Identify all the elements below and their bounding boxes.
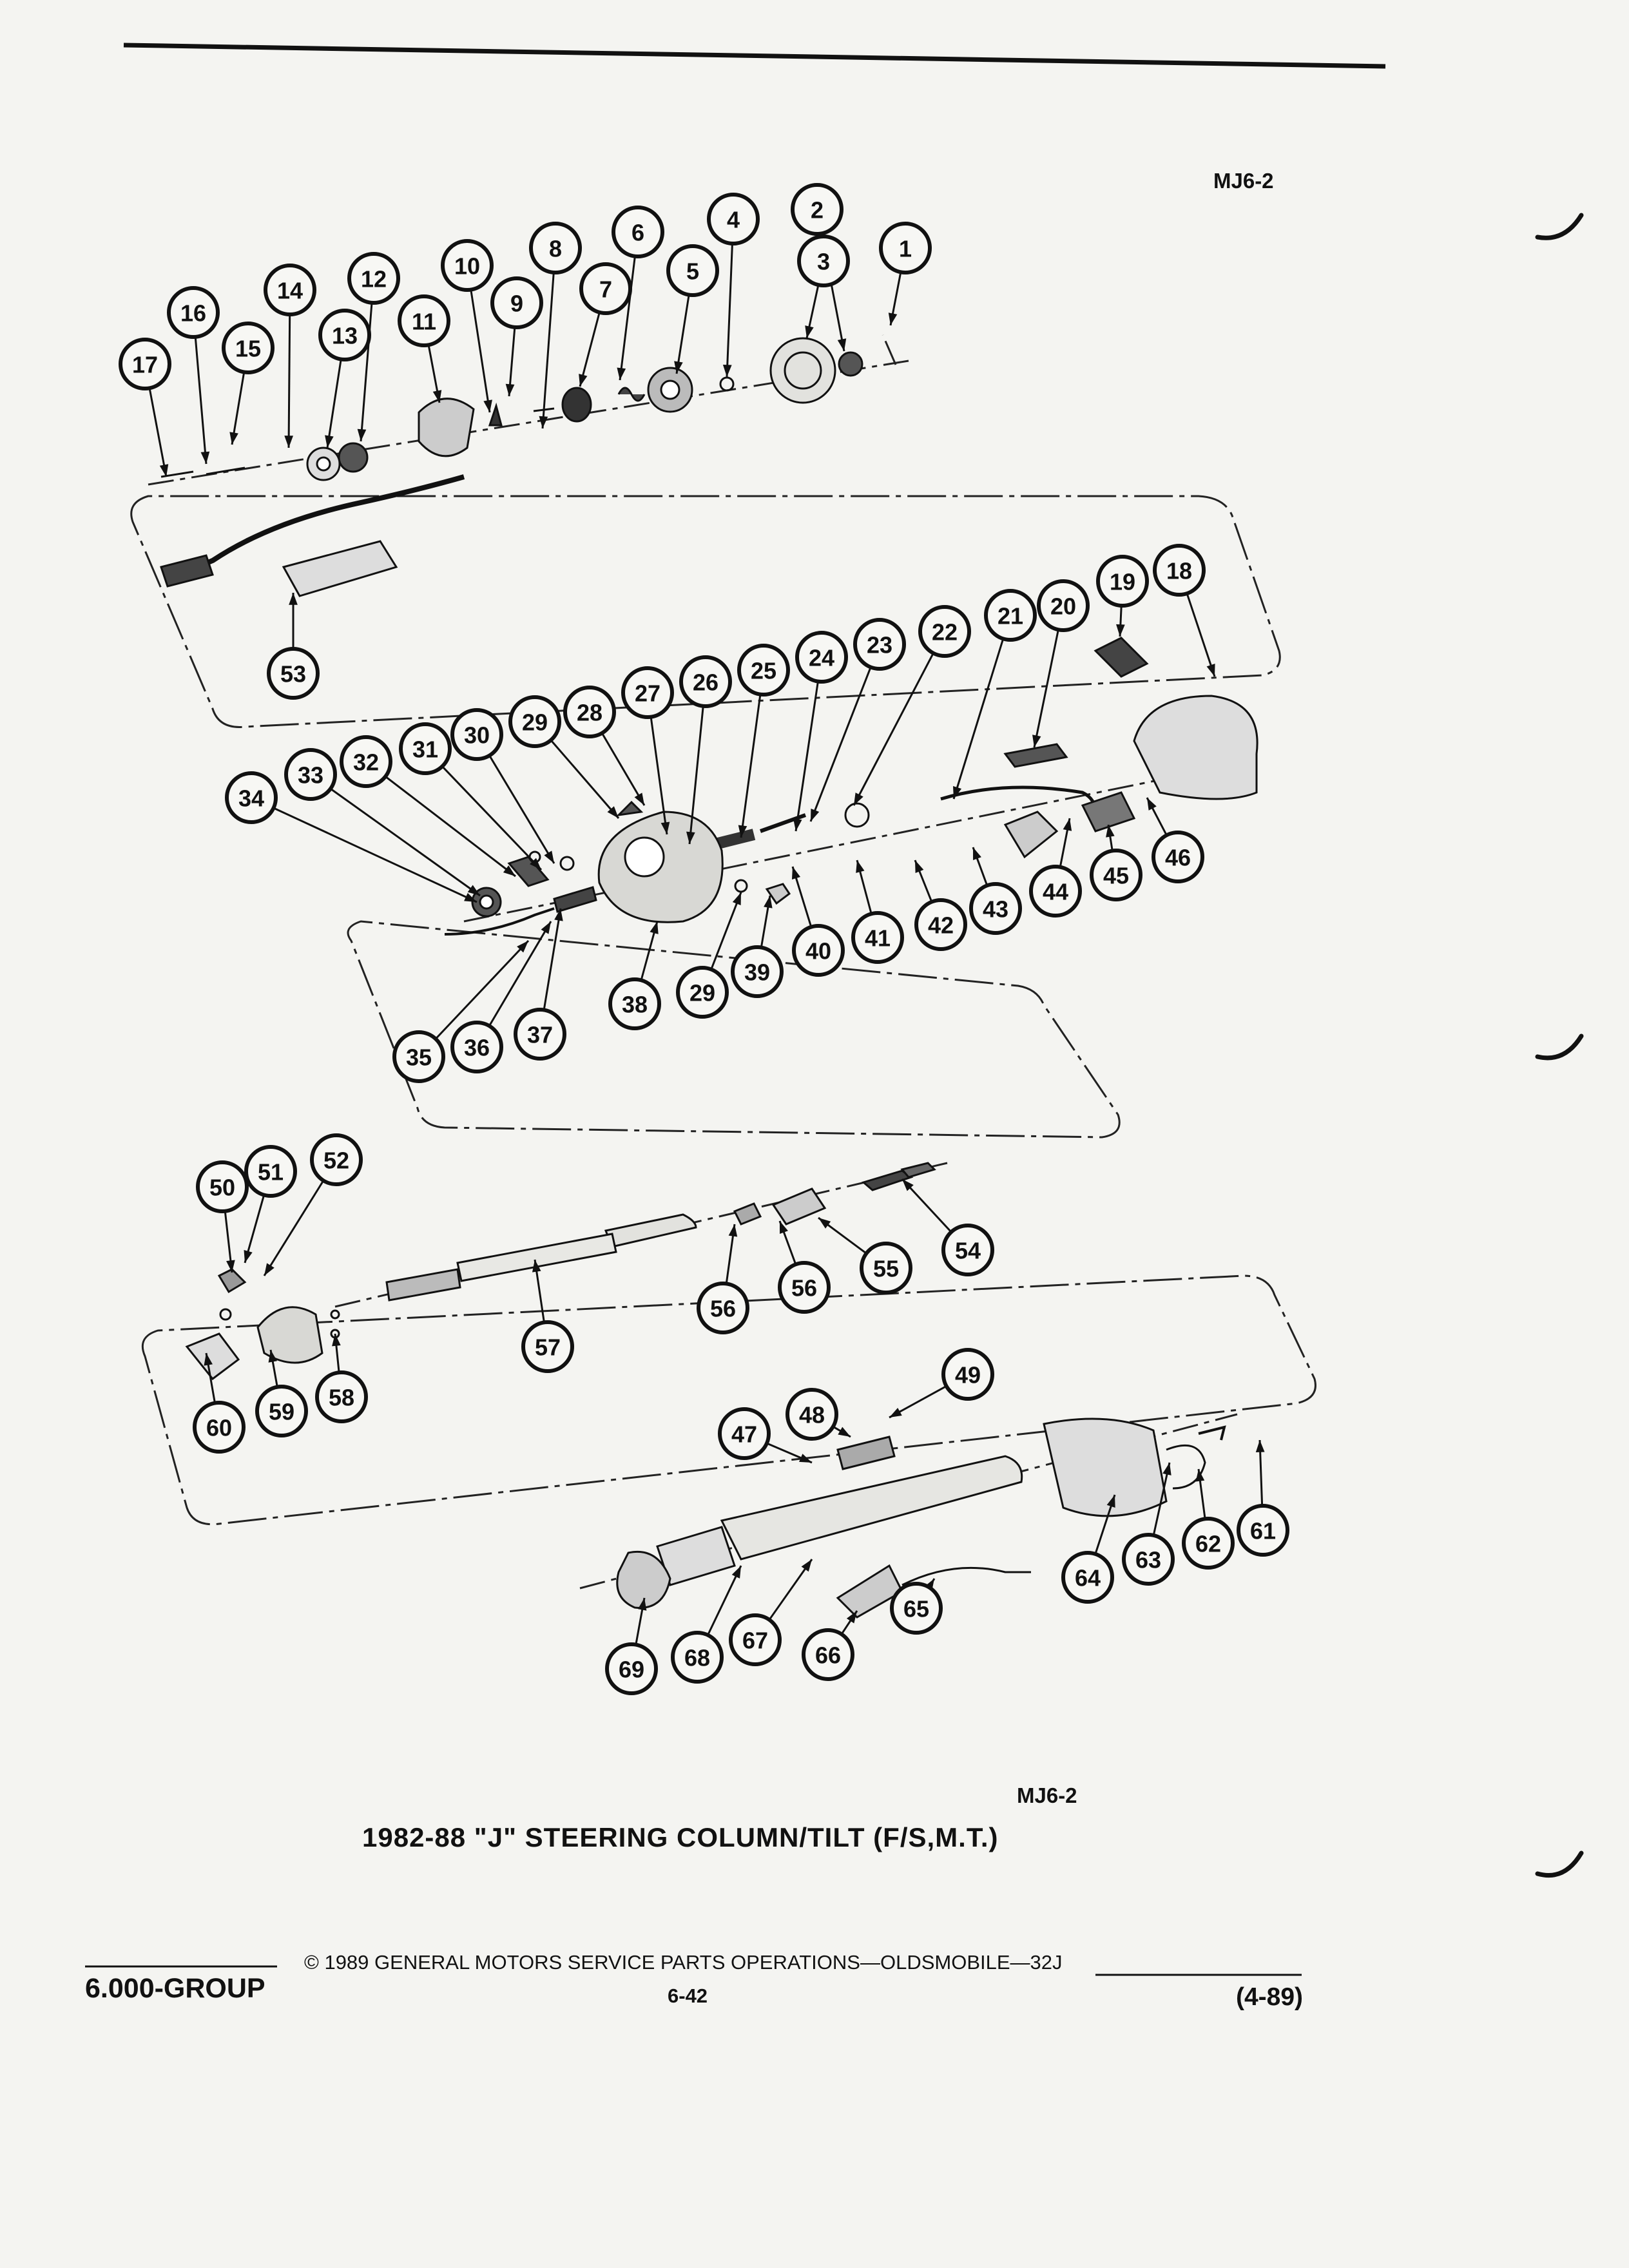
callout-leader-22 (854, 653, 933, 805)
callout-arrowhead-51 (244, 1250, 252, 1263)
callout-arrowhead-18 (1207, 664, 1215, 677)
callout-leader-23 (811, 667, 871, 822)
callout-leader-30 (490, 756, 554, 863)
callout-number-21: 21 (997, 602, 1024, 629)
callout-arrowhead-53 (289, 593, 298, 605)
callout-number-68: 68 (684, 1644, 711, 1671)
revision-date: (4-89) (1236, 1983, 1304, 2011)
callout-arrowhead-46 (1147, 798, 1157, 811)
panel-outlines (131, 496, 1316, 1524)
callout-number-46: 46 (1164, 844, 1191, 871)
callout-number-3: 3 (816, 248, 831, 275)
callout-arrowhead-6 (617, 368, 626, 380)
callout-number-17: 17 (131, 351, 159, 378)
callout-arrowhead-40 (792, 867, 800, 879)
callout-number-62: 62 (1195, 1530, 1222, 1557)
callout-number-29: 29 (521, 709, 548, 736)
callout-number-57: 57 (534, 1334, 561, 1361)
callout-number-33: 33 (297, 762, 324, 789)
callout-number-61: 61 (1249, 1517, 1277, 1544)
callout-number-39: 39 (744, 959, 771, 986)
callout-number-38: 38 (621, 991, 648, 1018)
callout-number-19: 19 (1109, 568, 1136, 595)
callout-number-69: 69 (618, 1656, 645, 1683)
figure-code: MJ6-2 (1017, 1783, 1077, 1807)
callout-number-47: 47 (731, 1421, 758, 1448)
callout-leader-25 (741, 695, 760, 838)
footer-copyright: © 1989 GENERAL MOTORS SERVICE PARTS OPERATIONS—OLDSMOBILE—32J (304, 1951, 1063, 1974)
callout-arrowhead-41 (856, 860, 864, 873)
callout-number-54: 54 (954, 1237, 981, 1264)
callout-arrowhead-28 (635, 793, 644, 805)
callout-number-16: 16 (180, 300, 207, 327)
callout-number-12: 12 (360, 265, 387, 293)
centerlines (148, 335, 1237, 1588)
callout-leader-29 (551, 740, 619, 818)
callout-arrowhead-52 (264, 1263, 275, 1276)
callout-leader-32 (385, 776, 516, 876)
callout-number-52: 52 (323, 1147, 350, 1174)
callout-number-4: 4 (726, 206, 740, 233)
callout-number-64: 64 (1074, 1564, 1101, 1591)
callout-number-44: 44 (1042, 878, 1069, 905)
callout-number-28: 28 (576, 699, 603, 726)
callout-number-50: 50 (209, 1174, 236, 1201)
callout-number-32: 32 (352, 749, 380, 776)
callout-arrowhead-24 (793, 818, 802, 831)
callout-leader-20 (1034, 629, 1058, 747)
callout-number-13: 13 (331, 322, 358, 349)
callout-arrowhead-56 (729, 1224, 738, 1237)
callout-number-9: 9 (510, 290, 524, 317)
callout-number-22: 22 (931, 619, 958, 646)
callout-leader-16 (195, 337, 206, 464)
callout-number-14: 14 (276, 277, 304, 304)
callout-arrowhead-14 (284, 436, 293, 448)
callout-number-20: 20 (1050, 593, 1077, 620)
callout-number-59: 59 (268, 1398, 295, 1425)
callout-arrowhead-67 (802, 1559, 812, 1571)
callout-arrowhead-42 (915, 860, 923, 873)
callout-number-60: 60 (206, 1414, 233, 1441)
callout-number-65: 65 (903, 1595, 930, 1622)
callout-arrowhead-13 (325, 435, 334, 448)
callout-number-24: 24 (808, 644, 835, 671)
callout-arrowhead-10 (483, 399, 492, 412)
top-rule (124, 45, 1385, 66)
callout-arrowhead-44 (1063, 818, 1072, 831)
figure-caption: 1982-88 "J" STEERING COLUMN/TILT (F/S,M.T.) (362, 1822, 999, 1852)
callout-number-18: 18 (1166, 557, 1193, 584)
callout-arrowhead-2 (838, 338, 846, 351)
callout-arrowhead-7 (579, 374, 587, 387)
callout-number-58: 58 (328, 1384, 355, 1411)
callout-arrowhead-61 (1256, 1440, 1265, 1452)
callout-number-48: 48 (798, 1401, 825, 1428)
header-code: MJ6-2 (1213, 169, 1274, 193)
callout-leader-28 (602, 733, 644, 805)
callout-number-5: 5 (686, 258, 700, 285)
callout-number-42: 42 (927, 912, 954, 939)
callout-arrowhead-49 (889, 1408, 902, 1418)
page-number: 6-42 (668, 1984, 708, 2007)
callout-arrowhead-68 (732, 1566, 741, 1579)
callout-leader-21 (954, 639, 1003, 799)
callout-arrowhead-48 (838, 1427, 851, 1437)
callout-number-10: 10 (454, 253, 481, 280)
callout-arrowhead-36 (541, 921, 551, 934)
callout-number-34: 34 (238, 785, 265, 812)
callout-arrowhead-39 (764, 896, 773, 908)
callout-number-25: 25 (750, 657, 777, 684)
callout-arrowhead-55 (818, 1218, 831, 1229)
callout-arrowhead-38 (650, 921, 658, 934)
callout-number-37: 37 (526, 1021, 554, 1048)
callout-number-6: 6 (631, 219, 645, 246)
callout-arrowhead-30 (544, 850, 554, 863)
callout-number-56: 56 (791, 1274, 818, 1302)
callout-number-2: 2 (810, 197, 824, 224)
callout-number-30: 30 (463, 722, 490, 749)
callout-arrowhead-29 (733, 892, 741, 905)
callout-number-49: 49 (954, 1361, 981, 1389)
callout-arrowhead-4 (723, 365, 732, 377)
callout-arrowhead-19 (1116, 624, 1125, 637)
callout-number-67: 67 (742, 1627, 769, 1654)
callout-number-8: 8 (548, 235, 563, 262)
callout-number-27: 27 (634, 680, 661, 707)
callout-arrowhead-15 (229, 432, 238, 445)
callout-leader-18 (1187, 593, 1215, 677)
callout-arrowhead-43 (973, 847, 981, 860)
callout-number-55: 55 (872, 1255, 900, 1282)
callout-number-66: 66 (815, 1642, 842, 1669)
callout-arrowhead-20 (1032, 735, 1041, 747)
callout-number-7: 7 (599, 276, 613, 303)
callout-leader-10 (471, 290, 490, 412)
callout-number-45: 45 (1103, 862, 1130, 889)
callout-number-26: 26 (692, 669, 719, 696)
callout-number-53: 53 (280, 660, 307, 687)
callout-number-29: 29 (689, 979, 716, 1006)
callout-number-11: 11 (411, 308, 437, 335)
callout-number-36: 36 (463, 1034, 490, 1061)
callout-number-15: 15 (235, 335, 262, 362)
callout-leader-8 (543, 273, 554, 428)
callout-arrowhead-23 (811, 809, 819, 822)
callout-leader-13 (327, 360, 341, 448)
callout-leader-14 (289, 314, 290, 448)
callout-arrowhead-62 (1196, 1469, 1205, 1482)
callout-leader-37 (544, 908, 561, 1010)
callout-number-23: 23 (866, 631, 893, 658)
callout-leader-17 (149, 388, 166, 477)
callout-number-40: 40 (805, 937, 832, 965)
callout-number-31: 31 (412, 736, 439, 763)
callout-number-41: 41 (864, 925, 891, 952)
callout-number-1: 1 (898, 235, 912, 262)
callout-number-35: 35 (405, 1044, 432, 1071)
footer-group: 6.000-GROUP (85, 1973, 265, 2004)
callout-leader-33 (331, 789, 480, 896)
callout-number-63: 63 (1135, 1546, 1162, 1573)
callout-number-43: 43 (982, 896, 1009, 923)
callout-leader-4 (727, 244, 732, 377)
binder-marks (1537, 215, 1581, 1876)
callout-number-51: 51 (257, 1158, 284, 1186)
callout-number-56: 56 (709, 1295, 737, 1322)
callout-arrowhead-1 (889, 312, 897, 325)
